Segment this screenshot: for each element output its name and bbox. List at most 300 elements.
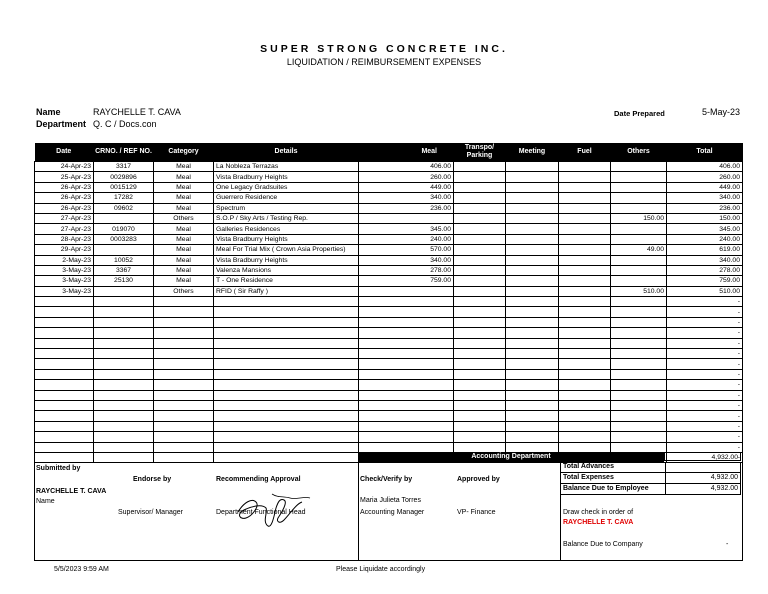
- cell-category: Meal: [154, 276, 214, 286]
- cell-meeting: [506, 328, 559, 338]
- cell-others: [611, 349, 667, 359]
- cell-total: -: [667, 421, 743, 431]
- cell-total: -: [667, 411, 743, 421]
- cell-total: 340.00: [667, 255, 743, 265]
- cell-total: -: [667, 359, 743, 369]
- cell-date: 3-May-23: [35, 265, 94, 275]
- col-header-others: Others: [611, 143, 667, 162]
- accounting-divider: [358, 462, 359, 560]
- cell-meeting: [506, 255, 559, 265]
- cell-fuel: [559, 224, 611, 234]
- cell-ref: 019070: [94, 224, 154, 234]
- cell-details: [214, 380, 359, 390]
- company-name: SUPER STRONG CONCRETE INC.: [260, 43, 508, 55]
- cell-meal: 240.00: [359, 234, 454, 244]
- cell-others: [611, 224, 667, 234]
- table-header-row: [35, 143, 743, 162]
- cell-details: [214, 400, 359, 410]
- cell-others: [611, 432, 667, 442]
- cell-total: -: [667, 338, 743, 348]
- cell-ref: [94, 307, 154, 317]
- cell-transpo: [454, 276, 506, 286]
- cell-transpo: [454, 297, 506, 307]
- cell-others: [611, 193, 667, 203]
- cell-others: [611, 369, 667, 379]
- table-row: [35, 203, 743, 213]
- cell-category: [154, 349, 214, 359]
- cell-transpo: [454, 307, 506, 317]
- cell-meal: [359, 328, 454, 338]
- cell-ref: [94, 442, 154, 452]
- cell-transpo: [454, 328, 506, 338]
- cell-date: [35, 307, 94, 317]
- cell-category: [154, 380, 214, 390]
- total-advances-label: Total Advances: [563, 463, 614, 470]
- cell-ref: [94, 421, 154, 431]
- table-row: [35, 359, 743, 369]
- cell-transpo: [454, 317, 506, 327]
- cell-total: -: [667, 452, 743, 462]
- cell-category: [154, 297, 214, 307]
- cell-total: -: [667, 380, 743, 390]
- cell-meeting: [506, 380, 559, 390]
- table-row: [35, 421, 743, 431]
- cell-meeting: [506, 338, 559, 348]
- cell-category: [154, 369, 214, 379]
- cell-meal: 340.00: [359, 255, 454, 265]
- handwritten-signature: [232, 492, 312, 530]
- cell-fuel: [559, 172, 611, 182]
- total-advances-row: [560, 462, 741, 473]
- approved-by-title: VP- Finance: [457, 509, 496, 516]
- table-row: [35, 349, 743, 359]
- submitted-by-name: RAYCHELLE T. CAVA: [36, 488, 107, 495]
- cell-total: 340.00: [667, 193, 743, 203]
- cell-transpo: [454, 432, 506, 442]
- cell-transpo: [454, 193, 506, 203]
- cell-ref: 25130: [94, 276, 154, 286]
- cell-meal: [359, 421, 454, 431]
- table-row: [35, 265, 743, 275]
- cell-others: [611, 442, 667, 452]
- cell-transpo: [454, 380, 506, 390]
- cell-details: Guerrero Residence: [214, 193, 359, 203]
- cell-category: Others: [154, 286, 214, 296]
- cell-transpo: [454, 286, 506, 296]
- cell-meeting: [506, 390, 559, 400]
- cell-others: [611, 390, 667, 400]
- cell-meal: 340.00: [359, 193, 454, 203]
- cell-details: [214, 297, 359, 307]
- cell-others: [611, 317, 667, 327]
- cell-date: 27-Apr-23: [35, 224, 94, 234]
- cell-transpo: [454, 255, 506, 265]
- cell-total: 510.00: [667, 286, 743, 296]
- cell-category: Meal: [154, 224, 214, 234]
- col-header-category: Category: [154, 143, 214, 162]
- cell-category: Meal: [154, 265, 214, 275]
- cell-date: 28-Apr-23: [35, 234, 94, 244]
- cell-fuel: [559, 276, 611, 286]
- cell-others: [611, 411, 667, 421]
- cell-meeting: [506, 286, 559, 296]
- cell-total: 449.00: [667, 182, 743, 192]
- cell-meeting: [506, 442, 559, 452]
- table-row: [35, 172, 743, 182]
- cell-others: [611, 182, 667, 192]
- cell-meeting: [506, 162, 559, 172]
- grand-total: 4,932.00: [664, 452, 741, 461]
- cell-fuel: [559, 442, 611, 452]
- cell-transpo: [454, 182, 506, 192]
- table-row: [35, 400, 743, 410]
- balance-employee-label: Balance Due to Employee: [563, 485, 649, 492]
- cell-transpo: [454, 213, 506, 223]
- cell-others: [611, 328, 667, 338]
- cell-fuel: [559, 338, 611, 348]
- cell-fuel: [559, 421, 611, 431]
- cell-transpo: [454, 442, 506, 452]
- cell-meal: 236.00: [359, 203, 454, 213]
- table-row: [35, 276, 743, 286]
- cell-meal: [359, 297, 454, 307]
- cell-ref: 3317: [94, 162, 154, 172]
- cell-date: 26-Apr-23: [35, 193, 94, 203]
- cell-details: La Nobleza Terrazas: [214, 162, 359, 172]
- cell-ref: 3367: [94, 265, 154, 275]
- cell-date: 26-Apr-23: [35, 182, 94, 192]
- cell-date: [35, 359, 94, 369]
- cell-details: [214, 421, 359, 431]
- cell-others: [611, 307, 667, 317]
- cell-transpo: [454, 162, 506, 172]
- cell-total: 619.00: [667, 245, 743, 255]
- table-row: [35, 182, 743, 192]
- cell-ref: 17282: [94, 193, 154, 203]
- date-prepared-value: 5-May-23: [702, 107, 741, 117]
- endorse-by-title: Supervisor/ Manager: [118, 509, 183, 516]
- cell-date: [35, 349, 94, 359]
- cell-others: [611, 400, 667, 410]
- cell-date: [35, 317, 94, 327]
- cell-fuel: [559, 307, 611, 317]
- cell-details: [214, 338, 359, 348]
- cell-ref: [94, 213, 154, 223]
- table-row: [35, 234, 743, 244]
- table-row: [35, 317, 743, 327]
- col-header-transpo: Transpo/ Parking: [454, 143, 506, 162]
- cell-meeting: [506, 182, 559, 192]
- cell-meal: [359, 213, 454, 223]
- cell-details: [214, 328, 359, 338]
- cell-meal: [359, 411, 454, 421]
- cell-others: [611, 162, 667, 172]
- cell-details: Vista Bradburry Heights: [214, 172, 359, 182]
- cell-transpo: [454, 172, 506, 182]
- endorse-by-label: Endorse by: [133, 476, 172, 483]
- cell-category: [154, 400, 214, 410]
- cell-date: [35, 328, 94, 338]
- cell-ref: [94, 317, 154, 327]
- cell-fuel: [559, 203, 611, 213]
- cell-ref: [94, 390, 154, 400]
- cell-date: [35, 411, 94, 421]
- cell-ref: 0029896: [94, 172, 154, 182]
- recommending-title: Department Functional Head: [216, 509, 306, 516]
- cell-meal: [359, 442, 454, 452]
- cell-meal: 260.00: [359, 172, 454, 182]
- submitted-by-label: Submitted by: [36, 465, 81, 472]
- cell-total: 260.00: [667, 172, 743, 182]
- cell-fuel: [559, 390, 611, 400]
- total-expenses-row: [560, 473, 741, 484]
- department-value: Q. C / Docs.con: [93, 119, 157, 129]
- cell-meeting: [506, 307, 559, 317]
- cell-date: 25-Apr-23: [35, 172, 94, 182]
- cell-transpo: [454, 349, 506, 359]
- cell-transpo: [454, 224, 506, 234]
- table-row: [35, 255, 743, 265]
- cell-meeting: [506, 265, 559, 275]
- cell-fuel: [559, 369, 611, 379]
- cell-fuel: [559, 182, 611, 192]
- check-verify-title: Accounting Manager: [360, 509, 425, 516]
- cell-transpo: [454, 359, 506, 369]
- cell-transpo: [454, 265, 506, 275]
- print-timestamp: 5/5/2023 9:59 AM: [54, 566, 109, 573]
- cell-total: -: [667, 307, 743, 317]
- cell-meal: [359, 286, 454, 296]
- cell-meal: [359, 400, 454, 410]
- cell-fuel: [559, 359, 611, 369]
- cell-total: -: [667, 390, 743, 400]
- cell-date: [35, 432, 94, 442]
- cell-others: [611, 421, 667, 431]
- cell-ref: 10052: [94, 255, 154, 265]
- draw-check-name: RAYCHELLE T. CAVA: [563, 519, 634, 526]
- cell-meal: [359, 369, 454, 379]
- col-header-fuel: Fuel: [559, 143, 611, 162]
- cell-ref: [94, 286, 154, 296]
- cell-meeting: [506, 317, 559, 327]
- cell-others: [611, 297, 667, 307]
- col-header-details: Details: [214, 143, 359, 162]
- cell-date: [35, 421, 94, 431]
- cell-transpo: [454, 234, 506, 244]
- cell-meal: [359, 380, 454, 390]
- department-label: Department: [36, 119, 87, 129]
- balance-employee-value: 4,932.00: [710, 485, 738, 492]
- cell-details: Spectrum: [214, 203, 359, 213]
- cell-category: [154, 442, 214, 452]
- table-row: [35, 328, 743, 338]
- cell-category: [154, 359, 214, 369]
- cell-meal: 570.00: [359, 245, 454, 255]
- cell-ref: [94, 369, 154, 379]
- cell-fuel: [559, 349, 611, 359]
- cell-meal: 278.00: [359, 265, 454, 275]
- table-row: [35, 369, 743, 379]
- check-verify-name: Maria Julieta Torres: [360, 497, 421, 504]
- col-header-meeting: Meeting: [506, 143, 559, 162]
- cell-meeting: [506, 193, 559, 203]
- check-verify-label: Check/Verify by: [360, 476, 413, 483]
- expense-table: [34, 143, 743, 463]
- cell-meeting: [506, 411, 559, 421]
- cell-fuel: [559, 213, 611, 223]
- cell-meeting: [506, 421, 559, 431]
- cell-date: 26-Apr-23: [35, 203, 94, 213]
- cell-details: [214, 411, 359, 421]
- table-row: [35, 442, 743, 452]
- table-row: [35, 245, 743, 255]
- cell-fuel: [559, 234, 611, 244]
- cell-ref: [94, 338, 154, 348]
- table-row: [35, 307, 743, 317]
- cell-details: Valenza Mansions: [214, 265, 359, 275]
- cell-date: 29-Apr-23: [35, 245, 94, 255]
- summary-divider: [560, 462, 561, 560]
- col-header-meal: Meal: [359, 143, 454, 162]
- cell-meal: [359, 432, 454, 442]
- cell-details: [214, 390, 359, 400]
- cell-details: [214, 349, 359, 359]
- col-header-date: Date: [35, 143, 94, 162]
- cell-ref: [94, 411, 154, 421]
- cell-category: [154, 390, 214, 400]
- cell-others: [611, 338, 667, 348]
- cell-ref: [94, 432, 154, 442]
- table-row: [35, 432, 743, 442]
- cell-fuel: [559, 400, 611, 410]
- cell-meeting: [506, 297, 559, 307]
- cell-meal: [359, 390, 454, 400]
- cell-details: [214, 432, 359, 442]
- cell-others: [611, 359, 667, 369]
- cell-ref: [94, 349, 154, 359]
- cell-date: 24-Apr-23: [35, 162, 94, 172]
- cell-details: Meal For Trial Mix ( Crown Asia Properties): [214, 245, 359, 255]
- table-row: [35, 224, 743, 234]
- cell-others: [611, 172, 667, 182]
- cell-fuel: [559, 162, 611, 172]
- name-value: RAYCHELLE T. CAVA: [93, 107, 181, 117]
- cell-meeting: [506, 172, 559, 182]
- cell-ref: 0003283: [94, 234, 154, 244]
- cell-ref: [94, 245, 154, 255]
- cell-total: -: [667, 369, 743, 379]
- cell-category: Meal: [154, 193, 214, 203]
- cell-others: [611, 276, 667, 286]
- cell-fuel: [559, 328, 611, 338]
- cell-ref: [94, 328, 154, 338]
- balance-employee-row: [560, 484, 741, 495]
- cell-category: Meal: [154, 255, 214, 265]
- cell-total: 278.00: [667, 265, 743, 275]
- balance-company-label: Balance Due to Company: [563, 541, 643, 548]
- cell-meeting: [506, 432, 559, 442]
- cell-details: [214, 442, 359, 452]
- name-label: Name: [36, 107, 61, 117]
- approved-by-label: Approved by: [457, 476, 500, 483]
- cell-ref: [94, 297, 154, 307]
- cell-total: 240.00: [667, 234, 743, 244]
- cell-details: S.O.P / Sky Arts / Testing Rep.: [214, 213, 359, 223]
- cell-fuel: [559, 255, 611, 265]
- cell-ref: [94, 380, 154, 390]
- cell-date: [35, 338, 94, 348]
- cell-transpo: [454, 421, 506, 431]
- cell-category: [154, 328, 214, 338]
- cell-category: [154, 432, 214, 442]
- cell-meeting: [506, 224, 559, 234]
- table-row: [35, 380, 743, 390]
- cell-total: 236.00: [667, 203, 743, 213]
- cell-ref: 0015129: [94, 182, 154, 192]
- cell-meal: 449.00: [359, 182, 454, 192]
- cell-date: [35, 400, 94, 410]
- cell-others: 510.00: [611, 286, 667, 296]
- cell-category: [154, 307, 214, 317]
- cell-total: 759.00: [667, 276, 743, 286]
- form-title: LIQUIDATION / REIMBURSEMENT EXPENSES: [286, 57, 482, 67]
- total-expenses-label: Total Expenses: [563, 474, 614, 481]
- cell-date: [35, 390, 94, 400]
- cell-details: One Legacy Gradsuites: [214, 182, 359, 192]
- cell-category: Meal: [154, 234, 214, 244]
- recommending-label: Recommending Approval: [216, 476, 301, 483]
- cell-date: [35, 297, 94, 307]
- total-expenses-value: 4,932.00: [710, 474, 738, 481]
- cell-total: 150.00: [667, 213, 743, 223]
- cell-total: -: [667, 328, 743, 338]
- table-row: [35, 390, 743, 400]
- cell-category: [154, 338, 214, 348]
- cell-date: [35, 380, 94, 390]
- cell-total: 406.00: [667, 162, 743, 172]
- cell-meeting: [506, 234, 559, 244]
- cell-details: [214, 317, 359, 327]
- cell-ref: [94, 400, 154, 410]
- cell-meal: [359, 317, 454, 327]
- cell-total: -: [667, 297, 743, 307]
- table-row: [35, 162, 743, 172]
- cell-transpo: [454, 390, 506, 400]
- cell-meal: 345.00: [359, 224, 454, 234]
- cell-date: 3-May-23: [35, 286, 94, 296]
- cell-details: RFID ( Sir Raffy ): [214, 286, 359, 296]
- cell-details: Vista Bradburry Heights: [214, 255, 359, 265]
- cell-total: -: [667, 442, 743, 452]
- cell-meeting: [506, 369, 559, 379]
- cell-total: -: [667, 400, 743, 410]
- table-row: [35, 286, 743, 296]
- cell-meal: [359, 307, 454, 317]
- cell-fuel: [559, 432, 611, 442]
- cell-category: [154, 317, 214, 327]
- cell-meeting: [506, 349, 559, 359]
- cell-meeting: [506, 203, 559, 213]
- cell-fuel: [559, 297, 611, 307]
- cell-ref: 09602: [94, 203, 154, 213]
- cell-others: [611, 380, 667, 390]
- cell-date: 3-May-23: [35, 276, 94, 286]
- table-row: [35, 193, 743, 203]
- cell-total: -: [667, 432, 743, 442]
- col-header-total: Total: [667, 143, 743, 162]
- table-row: [35, 411, 743, 421]
- cell-fuel: [559, 193, 611, 203]
